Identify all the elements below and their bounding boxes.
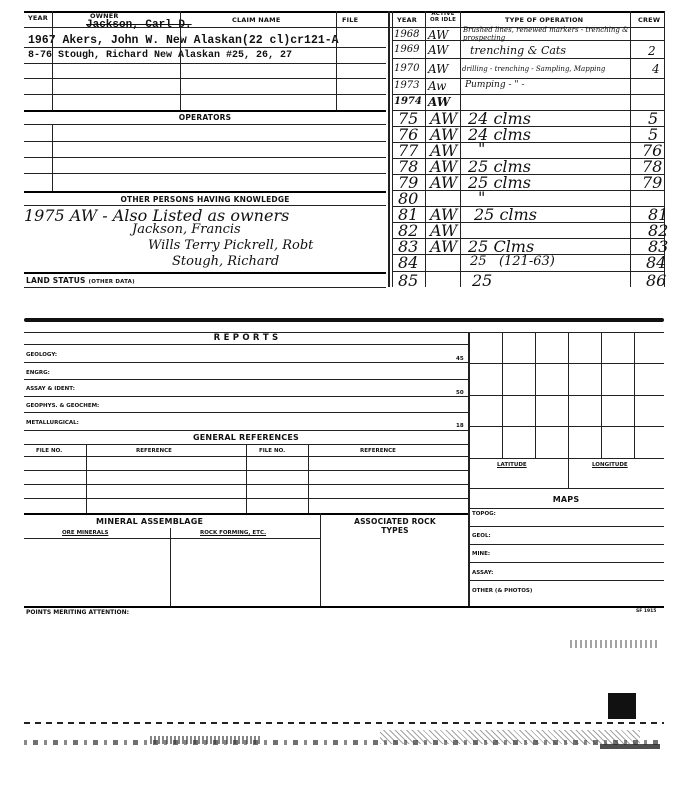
- activity-op: 25 (121-63): [470, 254, 555, 269]
- activity-op: ": [478, 188, 486, 207]
- section-divider: [24, 318, 664, 322]
- map-geol: GEOL:: [472, 533, 491, 539]
- report-geophys: GEOPHYS. & GEOCHEM:: [26, 403, 100, 409]
- activity-status: AW: [428, 43, 449, 57]
- activity-year: 77: [398, 141, 419, 160]
- activity-op: trenching & Cats: [470, 44, 566, 57]
- activity-op: 25 clms: [468, 173, 531, 192]
- activity-year: 1969: [394, 44, 420, 55]
- activity-status: AW: [428, 95, 451, 109]
- activity-year: 80: [398, 189, 419, 208]
- activity-op: 25 clms: [468, 157, 531, 176]
- owner-row-2: 8-76 Stough, Richard New Alaskan #25, 26, 27: [28, 50, 293, 61]
- activity-year: 1973: [394, 80, 420, 91]
- activity-op: Pumping - " -: [465, 80, 525, 90]
- longitude-label: LONGITUDE: [592, 462, 628, 468]
- hdr-owner: OWNER: [90, 12, 119, 20]
- report-engrg: ENGRG:: [26, 370, 50, 376]
- report-assay: ASSAY & IDENT:: [26, 386, 75, 392]
- activity-year: 79: [398, 173, 419, 192]
- other-persons-label: OTHER PERSONS HAVING KNOWLEDGE: [120, 195, 290, 204]
- report-num: 45: [456, 356, 464, 362]
- form-number: SF 1915: [636, 609, 657, 614]
- activity-year: 1974: [394, 96, 422, 107]
- ref-col-reference: REFERENCE: [136, 448, 172, 454]
- ref-col-reference-2: REFERENCE: [360, 448, 396, 454]
- activity-crew: 82: [648, 221, 669, 240]
- activity-year: 1968: [394, 29, 420, 40]
- hdr-claim-name: CLAIM NAME: [232, 16, 281, 24]
- activity-op: 24 clms: [468, 125, 531, 144]
- note-line-2: Jackson, Francis: [132, 222, 241, 237]
- activity-op: 24 clms: [468, 109, 531, 128]
- activity-status: AW: [428, 28, 449, 42]
- activity-year: 82: [398, 221, 419, 240]
- map-topog: TOPOG:: [472, 511, 496, 517]
- activity-status: AW: [430, 109, 458, 128]
- activity-crew: 5: [648, 109, 659, 128]
- activity-crew: 5: [648, 125, 659, 144]
- hdr-crew: CREW: [638, 16, 661, 24]
- note-line-3: Wills Terry Pickrell, Robt: [148, 238, 314, 253]
- activity-year: 81: [398, 205, 419, 224]
- activity-year: 78: [398, 157, 419, 176]
- activity-crew: 84: [646, 253, 667, 272]
- hdr-file: FILE: [342, 16, 359, 24]
- activity-status: AW: [430, 205, 458, 224]
- map-mine: MINE:: [472, 551, 491, 557]
- activity-status: AW: [428, 62, 449, 76]
- report-num: 18: [456, 423, 464, 429]
- activity-op: 25 clms: [474, 205, 537, 224]
- activity-crew: 83: [648, 237, 669, 256]
- general-refs-title: GENERAL REFERENCES: [193, 433, 299, 442]
- activity-status: AW: [430, 141, 458, 160]
- maps-title: MAPS: [552, 495, 580, 504]
- report-num: 50: [456, 390, 464, 396]
- activity-status: AW: [430, 125, 458, 144]
- activity-status: AW: [430, 237, 458, 256]
- activity-op: Brushed lines, renewed markers - trenching & prospecting: [463, 26, 629, 42]
- activity-crew: 2: [648, 44, 656, 58]
- activity-status: AW: [430, 221, 458, 240]
- activity-crew: 86: [646, 271, 667, 290]
- hdr-year: YEAR: [28, 14, 48, 22]
- activity-op: 25 Clms: [468, 237, 535, 256]
- owner-row-1: 1967 Akers, John W. New Alaskan(22 cl)cr121-A: [28, 34, 339, 47]
- rock-forming-label: ROCK FORMING, ETC.: [200, 530, 267, 536]
- reports-title: R E P O R T S: [213, 333, 279, 343]
- note-line-1: 1975 AW - Also Listed as owners: [24, 206, 290, 225]
- map-assay: ASSAY:: [472, 570, 494, 576]
- activity-status: AW: [430, 173, 458, 192]
- owner-struck: Jackson, Carl D.: [86, 19, 192, 31]
- ref-col-file-no: FILE NO.: [36, 448, 63, 454]
- activity-op: ": [478, 139, 486, 158]
- activity-status: Aw: [428, 79, 447, 93]
- activity-crew: 81: [648, 205, 669, 224]
- land-status-label: LAND STATUS (OTHER DATA): [26, 276, 135, 285]
- activity-crew: 76: [642, 141, 663, 160]
- activity-op: 25: [472, 271, 493, 290]
- activity-year: 84: [398, 253, 419, 272]
- activity-crew: 78: [642, 157, 663, 176]
- activity-status: AW: [430, 157, 458, 176]
- activity-year: 83: [398, 237, 419, 256]
- ref-col-file-no-2: FILE NO.: [259, 448, 286, 454]
- operators-label: OPERATORS: [178, 113, 232, 122]
- activity-op: drilling - trenching - Sampling, Mapping: [462, 65, 606, 73]
- activity-year: 76: [398, 125, 419, 144]
- points-meriting-label: POINTS MERITING ATTENTION:: [26, 609, 130, 616]
- activity-year: 1970: [394, 63, 420, 74]
- ore-minerals-label: ORE MINERALS: [62, 530, 109, 536]
- activity-year: 85: [398, 271, 419, 290]
- activity-year: 75: [398, 109, 419, 128]
- latitude-label: LATITUDE: [497, 462, 527, 468]
- activity-crew: 79: [642, 173, 663, 192]
- hdr-year-2: YEAR: [397, 16, 417, 24]
- map-other: OTHER (& PHOTOS): [472, 588, 533, 594]
- hdr-type-op: TYPE OF OPERATION: [505, 16, 584, 24]
- activity-crew: 4: [652, 62, 660, 76]
- hdr-active-idle: ACTIVE OR IDLE: [429, 11, 457, 23]
- report-geology: GEOLOGY:: [26, 352, 58, 358]
- assoc-rock-label: ASSOCIATED ROCK TYPES: [354, 517, 436, 535]
- mineral-title: MINERAL ASSEMBLAGE: [96, 517, 204, 526]
- note-line-4: Stough, Richard: [172, 254, 280, 269]
- report-metallurgical: METALLURGICAL:: [26, 420, 79, 426]
